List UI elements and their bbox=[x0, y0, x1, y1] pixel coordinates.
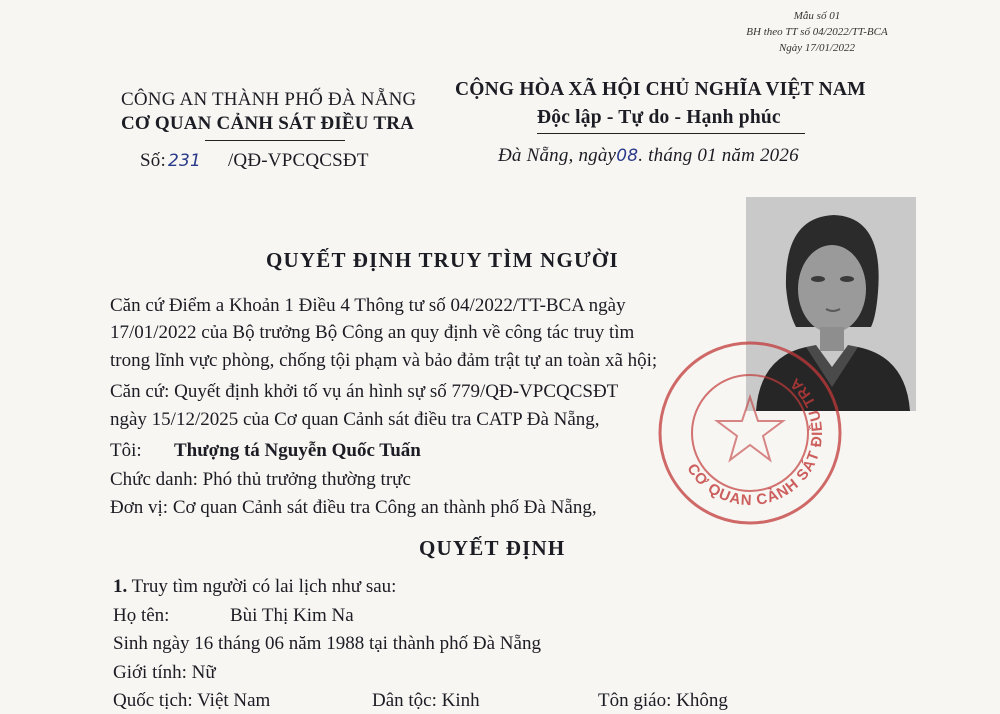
basis-line-3: trong lĩnh vực phòng, chống tội phạm và bảo đảm trật tự an toàn xã hội; bbox=[110, 350, 658, 371]
national-heading: CỘNG HÒA XÃ HỘI CHỦ NGHĨA VIỆT NAM bbox=[455, 79, 866, 100]
form-ref-line-1: Mẫu số 01 bbox=[793, 10, 841, 22]
document-number-prefix: Số: bbox=[140, 150, 166, 171]
seal-text: CƠ QUAN CẢNH SÁT ĐIỀU TRA bbox=[683, 373, 827, 510]
document-number bbox=[140, 150, 369, 172]
form-ref-line-3: Ngày 17/01/2022 bbox=[778, 42, 856, 54]
person-name-label: Họ tên: bbox=[113, 605, 170, 626]
officer-position: Chức danh: Phó thủ trưởng thường trực bbox=[110, 469, 411, 490]
person-name-row bbox=[113, 605, 354, 627]
officer-label: Tôi: bbox=[110, 440, 142, 461]
issue-date-prefix: Đà Nẵng, ngày bbox=[498, 145, 617, 166]
basis-line-1: Căn cứ Điểm a Khoản 1 Điều 4 Thông tư số 04/2022/TT-BCA ngày bbox=[110, 295, 626, 316]
document-title: QUYẾT ĐỊNH TRUY TÌM NGƯỜI bbox=[266, 248, 619, 272]
basis-line-4: Căn cứ: Quyết định khởi tố vụ án hình sự số 779/QĐ-VPCQCSĐT bbox=[110, 381, 619, 402]
person-nationality: Quốc tịch: Việt Nam bbox=[113, 690, 271, 711]
agency-department: CƠ QUAN CẢNH SÁT ĐIỀU TRA bbox=[121, 113, 415, 134]
issue-date-day: 08 bbox=[616, 146, 639, 166]
person-religion: Tôn giáo: Không bbox=[598, 690, 728, 711]
person-gender: Giới tính: Nữ bbox=[113, 662, 216, 683]
national-motto: Độc lập - Tự do - Hạnh phúc bbox=[537, 107, 781, 128]
item-1 bbox=[113, 576, 396, 598]
issue-date bbox=[498, 145, 799, 167]
item-1-number: 1. bbox=[113, 576, 128, 597]
agency-underline bbox=[205, 140, 345, 141]
official-seal bbox=[652, 335, 848, 531]
person-name: Bùi Thị Kim Na bbox=[230, 605, 354, 626]
document-number-suffix: /QĐ-VPCQCSĐT bbox=[227, 150, 369, 171]
form-ref-line-2: BH theo TT số 04/2022/TT-BCA bbox=[746, 26, 888, 38]
svg-text:CƠ QUAN CẢNH SÁT ĐIỀU TRA bbox=[683, 374, 826, 509]
issue-date-suffix: . tháng 01 năm 2026 bbox=[638, 145, 799, 166]
person-ethnicity: Dân tộc: Kinh bbox=[372, 690, 480, 711]
form-reference bbox=[712, 8, 922, 56]
agency-name: CÔNG AN THÀNH PHỐ ĐÀ NẴNG bbox=[121, 89, 417, 110]
basis-line-5: ngày 15/12/2025 của Cơ quan Cảnh sát điều tra CATP Đà Nẵng, bbox=[110, 409, 600, 430]
officer-unit: Đơn vị: Cơ quan Cảnh sát điều tra Công an thành phố Đà Nẵng, bbox=[110, 497, 597, 518]
officer-name: Thượng tá Nguyễn Quốc Tuấn bbox=[174, 440, 421, 461]
decision-heading: QUYẾT ĐỊNH bbox=[419, 536, 566, 560]
basis-line-2: 17/01/2022 của Bộ trưởng Bộ Công an quy định về công tác truy tìm bbox=[110, 322, 635, 343]
document-number-handwritten: 231 bbox=[167, 151, 202, 171]
officer-line bbox=[110, 440, 421, 462]
item-1-text: Truy tìm người có lai lịch như sau: bbox=[131, 576, 397, 597]
person-birth: Sinh ngày 16 tháng 06 năm 1988 tại thành phố Đà Nẵng bbox=[113, 633, 541, 654]
motto-underline bbox=[537, 133, 805, 134]
